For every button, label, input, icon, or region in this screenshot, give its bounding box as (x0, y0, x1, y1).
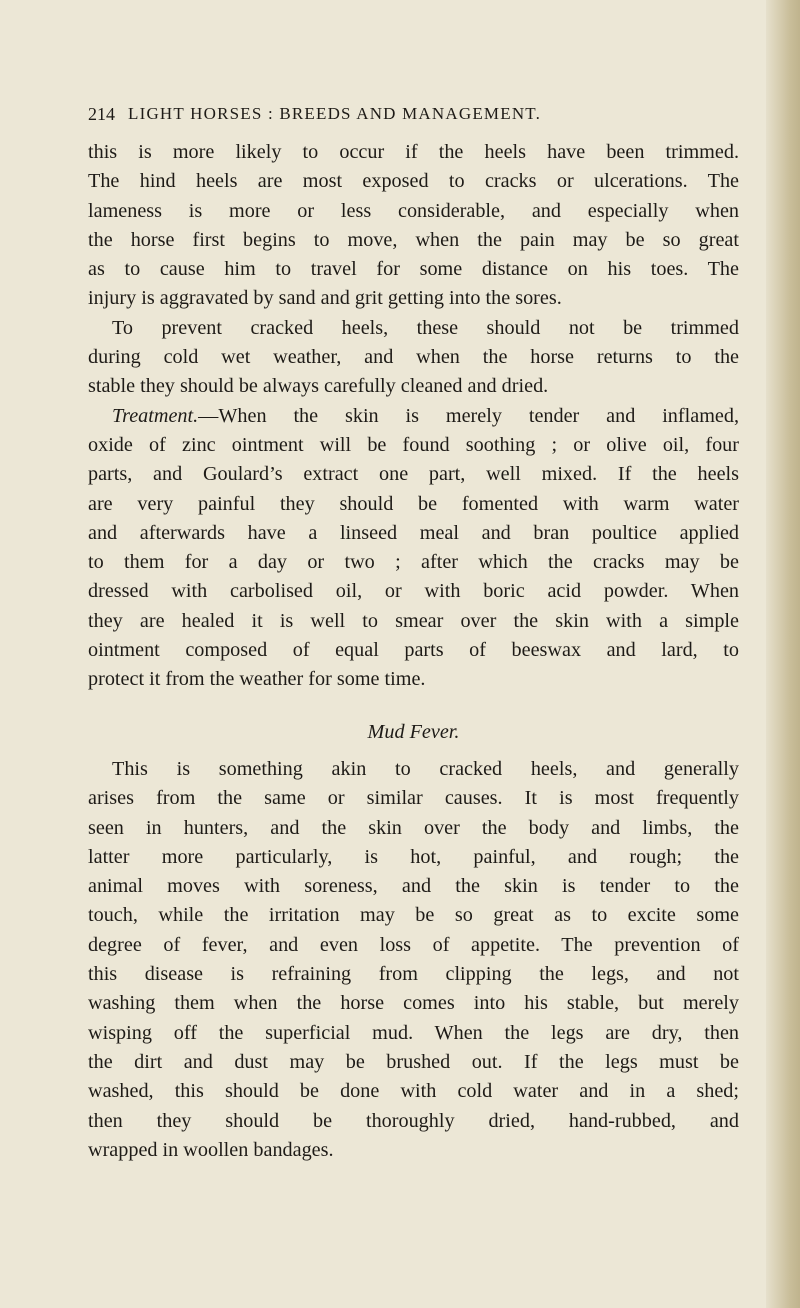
text-line: then they should be thoroughly dried, hand-rubbed, and (88, 1109, 739, 1132)
text-line: ointment composed of equal parts of beeswax and lard, to (88, 639, 739, 662)
text-line: wisping off the superficial mud. When the legs are dry, then (88, 1021, 739, 1044)
text-line: arises from the same or similar causes. It is most frequently (88, 787, 739, 810)
running-title: LIGHT HORSES : BREEDS AND MANAGEMENT. (128, 104, 542, 123)
text-line: This is something akin to cracked heels, and generally (112, 757, 739, 780)
treatment-label: Treatment. (112, 404, 199, 427)
text-line: seen in hunters, and the skin over the body and limbs, the (88, 816, 739, 839)
text-line: this disease is refraining from clipping the legs, and not (88, 963, 739, 986)
text-line: during cold wet weather, and when the horse returns to the (88, 346, 739, 369)
text-line: the dirt and dust may be brushed out. If the legs must be (88, 1050, 739, 1073)
text-line: stable they should be always carefully cleaned and dried. (88, 375, 549, 398)
text-line (88, 402, 739, 431)
text-line: degree of fever, and even loss of appetite. The prevention of (88, 933, 739, 956)
text-line: lameness is more or less considerable, and especially when (88, 199, 739, 222)
page-edge (766, 0, 800, 1308)
text-line: parts, and Goulard’s extract one part, well mixed. If the heels (88, 463, 739, 486)
text-line: The hind heels are most exposed to cracks or ulcerations. The (88, 170, 739, 193)
text-line: the horse first begins to move, when the pain may be so great (88, 228, 739, 251)
text-run: —When the skin is merely tender and inflamed, (198, 404, 739, 427)
text-line: they are healed it is well to smear over the skin with a simple (88, 609, 739, 632)
text-line: this is more likely to occur if the heels have been trimmed. (88, 141, 739, 163)
text-line: To prevent cracked heels, these should not be trimmed (112, 316, 739, 339)
text-line: washing them when the horse comes into his stable, but merely (88, 992, 739, 1015)
text-line: dressed with carbolised oil, or with boric acid powder. When (88, 580, 739, 603)
text-line: wrapped in woollen bandages. (88, 1138, 334, 1161)
text-line: are very painful they should be fomented with warm water (88, 492, 739, 515)
text-line: latter more particularly, is hot, painful, and rough; the (88, 845, 739, 868)
section-heading: Mud Fever. (367, 720, 460, 743)
text-line: touch, while the irritation may be so great as to excite some (88, 904, 739, 927)
page-header (88, 104, 728, 134)
text-line: washed, this should be done with cold water and in a shed; (88, 1080, 739, 1103)
text-line: oxide of zinc ointment will be found soothing ; or olive oil, four (88, 433, 739, 456)
text-line: as to cause him to travel for some distance on his toes. The (88, 258, 739, 281)
text-line: animal moves with soreness, and the skin is tender to the (88, 875, 739, 898)
page-number: 214 (88, 104, 115, 124)
text-line: protect it from the weather for some time. (88, 668, 426, 691)
page-body (88, 138, 739, 1165)
text-line: to them for a day or two ; after which the cracks may be (88, 551, 739, 574)
text-line: and afterwards have a linseed meal and bran poultice applied (88, 521, 739, 544)
text-line: injury is aggravated by sand and grit getting into the sores. (88, 287, 562, 310)
